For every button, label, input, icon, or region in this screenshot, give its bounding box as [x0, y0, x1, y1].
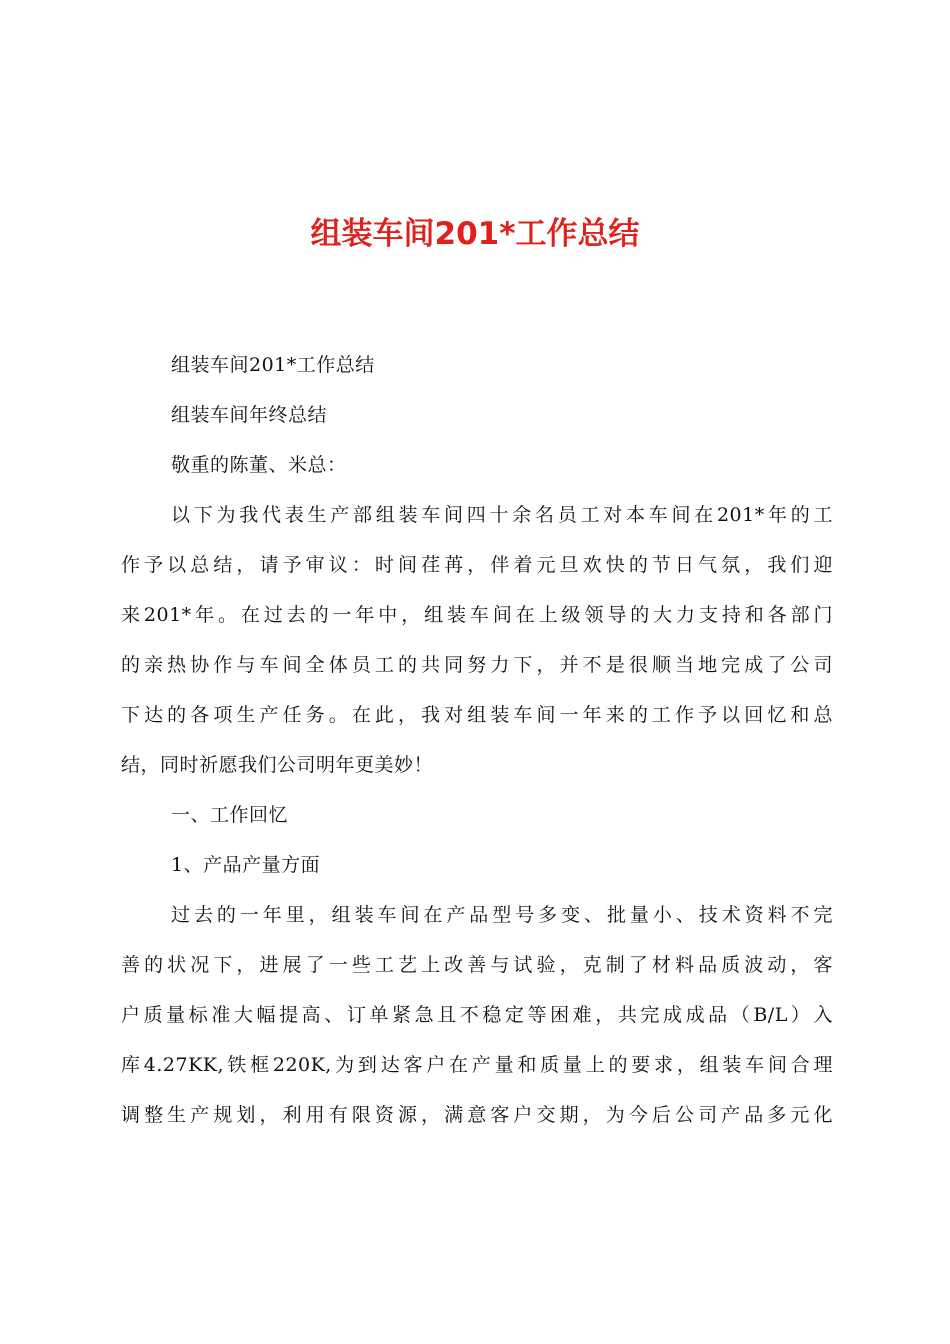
body-line: 结，同时祈愿我们公司明年更美妙！: [121, 754, 434, 776]
body-line: 以下为我代表生产部组装车间四十余名员工对本车间在201*年的工: [171, 504, 833, 526]
body-line: 的亲热协作与车间全体员工的共同努力下，并不是很顺当地完成了公司: [121, 654, 833, 676]
body-line: 来201*年。在过去的一年中，组装车间在上级领导的大力支持和各部门: [121, 604, 833, 626]
body-line: 调整生产规划，利用有限资源，满意客户交期，为今后公司产品多元化: [121, 1104, 833, 1126]
body-line: 库4.27KK,铁框220K,为到达客户在产量和质量上的要求，组装车间合理: [121, 1054, 833, 1076]
body-line: 过去的一年里，组装车间在产品型号多变、批量小、技术资料不完: [171, 904, 833, 926]
body-line: 组装车间年终总结: [171, 404, 328, 426]
subsection-heading: 1、产品产量方面: [171, 854, 321, 876]
body-line: 作予以总结，请予审议：时间荏苒，伴着元旦欢快的节日气氛，我们迎: [121, 554, 833, 576]
section-heading: 一、工作回忆: [171, 804, 289, 826]
body-line: 善的状况下，进展了一些工艺上改善与试验，克制了材料品质波动，客: [121, 954, 833, 976]
document-body: [121, 343, 833, 1143]
document-title: 组装车间201*工作总结: [310, 216, 640, 252]
body-line: 下达的各项生产任务。在此，我对组装车间一年来的工作予以回忆和总: [121, 704, 833, 726]
body-line: 户质量标准大幅提高、订单紧急且不稳定等困难，共完成成品（B/L）入: [121, 1004, 833, 1026]
body-line: 组装车间201*工作总结: [171, 354, 375, 376]
body-line: 敬重的陈董、米总：: [171, 454, 347, 476]
